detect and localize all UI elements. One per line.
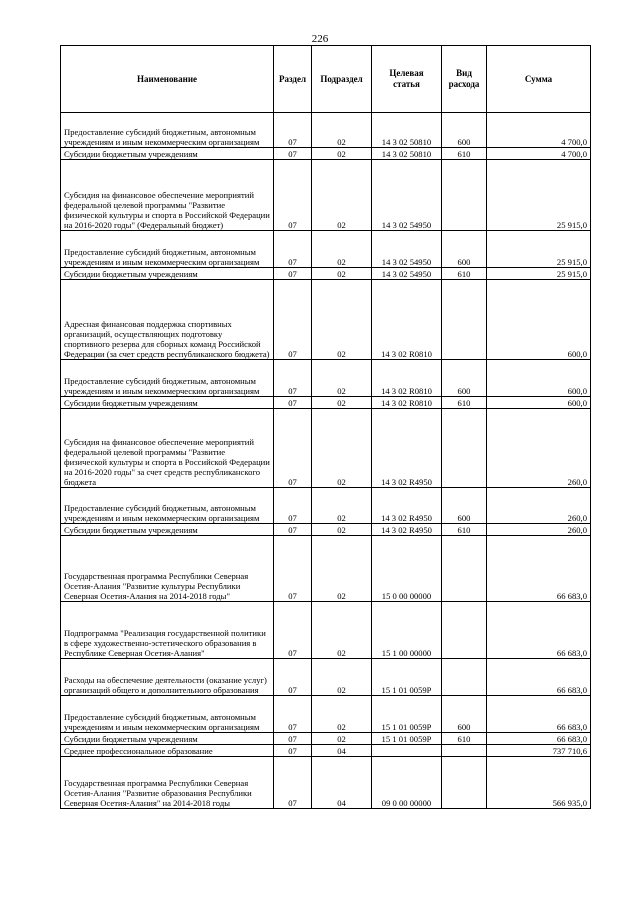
row-amount: 4 700,0	[487, 113, 591, 148]
row-amount: 66 683,0	[487, 659, 591, 696]
row-target-article: 15 1 01 0059P	[372, 733, 442, 745]
table-row	[61, 231, 591, 268]
table-row	[61, 745, 591, 757]
page-number: 226	[311, 33, 329, 45]
row-target-article: 14 3 02 R4950	[372, 524, 442, 536]
row-name: Государственная программа Республики Северная Осетия-Алания "Развитие культуры Республики Северная Осетия-Алания на 2014-2018 годы"	[61, 536, 274, 602]
row-target-article: 14 3 02 54950	[372, 231, 442, 268]
row-section: 07	[274, 268, 312, 280]
row-section: 07	[274, 745, 312, 757]
row-name: Субсидия на финансовое обеспечение мероприятий федеральной целевой программы "Развитие физической культуры и спорта в Российской Федерации на 2016-2020 годы" (Федеральный бюджет)	[61, 160, 274, 231]
row-target-article: 14 3 02 54950	[372, 160, 442, 231]
row-expense-type: 600	[442, 360, 487, 397]
row-section: 07	[274, 488, 312, 524]
row-section: 07	[274, 757, 312, 809]
row-section: 07	[274, 733, 312, 745]
row-name: Среднее профессиональное образование	[61, 745, 274, 757]
row-amount: 25 915,0	[487, 268, 591, 280]
header-target: Целевая статья	[372, 46, 442, 113]
row-expense-type: 600	[442, 696, 487, 733]
row-amount: 260,0	[487, 524, 591, 536]
header-name: Наименование	[61, 46, 274, 113]
row-name: Субсидия на финансовое обеспечение мероприятий федеральной целевой программы "Развитие физической культуры и спорта в Российской Федерации на 2016-2020 годы" за счет средств республиканского бюджета	[61, 409, 274, 488]
table-row	[61, 148, 591, 160]
row-name: Субсидии бюджетным учреждениям	[61, 733, 274, 745]
row-section: 07	[274, 113, 312, 148]
row-subsection: 02	[312, 113, 372, 148]
budget-table	[60, 45, 591, 809]
row-expense-type: 600	[442, 231, 487, 268]
row-expense-type	[442, 745, 487, 757]
row-name: Предоставление субсидий бюджетным, автономным учреждениям и иным некоммерческим организациям	[61, 113, 274, 148]
header-amount: Сумма	[487, 46, 591, 113]
row-amount: 25 915,0	[487, 160, 591, 231]
row-subsection: 02	[312, 409, 372, 488]
row-amount: 66 683,0	[487, 602, 591, 659]
table-row	[61, 524, 591, 536]
row-section: 07	[274, 280, 312, 360]
row-target-article: 14 3 02 R0810	[372, 360, 442, 397]
row-name: Адресная финансовая поддержка спортивных организаций, осуществляющих подготовку спортивного резерва для сборных команд Российской Федерации (за счет средств республиканского бюджета)	[61, 280, 274, 360]
table-row	[61, 280, 591, 360]
row-section: 07	[274, 659, 312, 696]
row-target-article: 14 3 02 R4950	[372, 409, 442, 488]
table-row	[61, 757, 591, 809]
table-header-row	[61, 46, 591, 113]
row-target-article: 14 3 02 54950	[372, 268, 442, 280]
row-amount: 4 700,0	[487, 148, 591, 160]
row-section: 07	[274, 409, 312, 488]
row-expense-type	[442, 160, 487, 231]
row-expense-type: 610	[442, 397, 487, 409]
table-body	[61, 113, 591, 809]
row-name: Предоставление субсидий бюджетным, автономным учреждениям и иным некоммерческим организациям	[61, 488, 274, 524]
table-row	[61, 733, 591, 745]
row-target-article: 14 3 02 R0810	[372, 397, 442, 409]
table-row	[61, 268, 591, 280]
row-subsection: 02	[312, 602, 372, 659]
header-expense: Вид расхода	[442, 46, 487, 113]
row-section: 07	[274, 360, 312, 397]
row-expense-type: 610	[442, 148, 487, 160]
row-expense-type	[442, 409, 487, 488]
table-row	[61, 113, 591, 148]
row-subsection: 02	[312, 536, 372, 602]
row-name: Предоставление субсидий бюджетным, автономным учреждениям и иным некоммерческим организациям	[61, 360, 274, 397]
row-target-article: 14 3 02 50810	[372, 113, 442, 148]
row-name: Предоставление субсидий бюджетным, автономным учреждениям и иным некоммерческим организациям	[61, 696, 274, 733]
row-expense-type: 610	[442, 268, 487, 280]
row-section: 07	[274, 148, 312, 160]
row-target-article: 09 0 00 00000	[372, 757, 442, 809]
table-row	[61, 488, 591, 524]
row-amount: 600,0	[487, 397, 591, 409]
row-subsection: 02	[312, 280, 372, 360]
table-row	[61, 160, 591, 231]
row-expense-type: 600	[442, 488, 487, 524]
row-name: Субсидии бюджетным учреждениям	[61, 148, 274, 160]
row-subsection: 02	[312, 231, 372, 268]
row-subsection: 02	[312, 148, 372, 160]
row-amount: 600,0	[487, 280, 591, 360]
row-section: 07	[274, 696, 312, 733]
table-row	[61, 397, 591, 409]
row-subsection: 02	[312, 733, 372, 745]
row-name: Предоставление субсидий бюджетным, автономным учреждениям и иным некоммерческим организациям	[61, 231, 274, 268]
row-amount: 25 915,0	[487, 231, 591, 268]
row-subsection: 04	[312, 757, 372, 809]
row-name: Государственная программа Республики Северная Осетия-Алания "Развитие образования Республики Северная Осетия-Алания" на 2014-2018 годы	[61, 757, 274, 809]
row-target-article: 14 3 02 R4950	[372, 488, 442, 524]
row-section: 07	[274, 231, 312, 268]
row-target-article: 14 3 02 50810	[372, 148, 442, 160]
row-subsection: 02	[312, 397, 372, 409]
row-amount: 66 683,0	[487, 696, 591, 733]
row-subsection: 04	[312, 745, 372, 757]
table-row	[61, 409, 591, 488]
row-section: 07	[274, 536, 312, 602]
row-expense-type	[442, 536, 487, 602]
row-name: Подпрограмма "Реализация государственной политики в сфере художественно-эстетического образования в Республике Северная Осетия-Алания"	[61, 602, 274, 659]
row-subsection: 02	[312, 160, 372, 231]
row-subsection: 02	[312, 268, 372, 280]
row-target-article	[372, 745, 442, 757]
row-section: 07	[274, 397, 312, 409]
table-row	[61, 360, 591, 397]
row-section: 07	[274, 160, 312, 231]
row-amount: 600,0	[487, 360, 591, 397]
row-expense-type	[442, 602, 487, 659]
row-subsection: 02	[312, 524, 372, 536]
row-target-article: 15 1 01 0059P	[372, 659, 442, 696]
table-row	[61, 602, 591, 659]
row-subsection: 02	[312, 696, 372, 733]
header-section: Раздел	[274, 46, 312, 113]
row-target-article: 15 0 00 00000	[372, 536, 442, 602]
row-target-article: 14 3 02 R0810	[372, 280, 442, 360]
header-subsection: Подраздел	[312, 46, 372, 113]
row-target-article: 15 1 00 00000	[372, 602, 442, 659]
row-amount: 66 683,0	[487, 536, 591, 602]
row-subsection: 02	[312, 659, 372, 696]
row-section: 07	[274, 602, 312, 659]
row-expense-type: 600	[442, 113, 487, 148]
row-name: Субсидии бюджетным учреждениям	[61, 524, 274, 536]
table-row	[61, 659, 591, 696]
row-name: Расходы на обеспечение деятельности (оказание услуг) организаций общего и дополнительного образования	[61, 659, 274, 696]
row-subsection: 02	[312, 360, 372, 397]
row-amount: 260,0	[487, 488, 591, 524]
row-amount: 260,0	[487, 409, 591, 488]
row-expense-type: 610	[442, 733, 487, 745]
table-row	[61, 696, 591, 733]
row-section: 07	[274, 524, 312, 536]
row-amount: 566 935,0	[487, 757, 591, 809]
row-name: Субсидии бюджетным учреждениям	[61, 397, 274, 409]
row-target-article: 15 1 01 0059P	[372, 696, 442, 733]
row-expense-type	[442, 659, 487, 696]
row-name: Субсидии бюджетным учреждениям	[61, 268, 274, 280]
row-subsection: 02	[312, 488, 372, 524]
row-expense-type	[442, 280, 487, 360]
row-expense-type	[442, 757, 487, 809]
row-expense-type: 610	[442, 524, 487, 536]
row-amount: 737 710,6	[487, 745, 591, 757]
row-amount: 66 683,0	[487, 733, 591, 745]
table-row	[61, 536, 591, 602]
